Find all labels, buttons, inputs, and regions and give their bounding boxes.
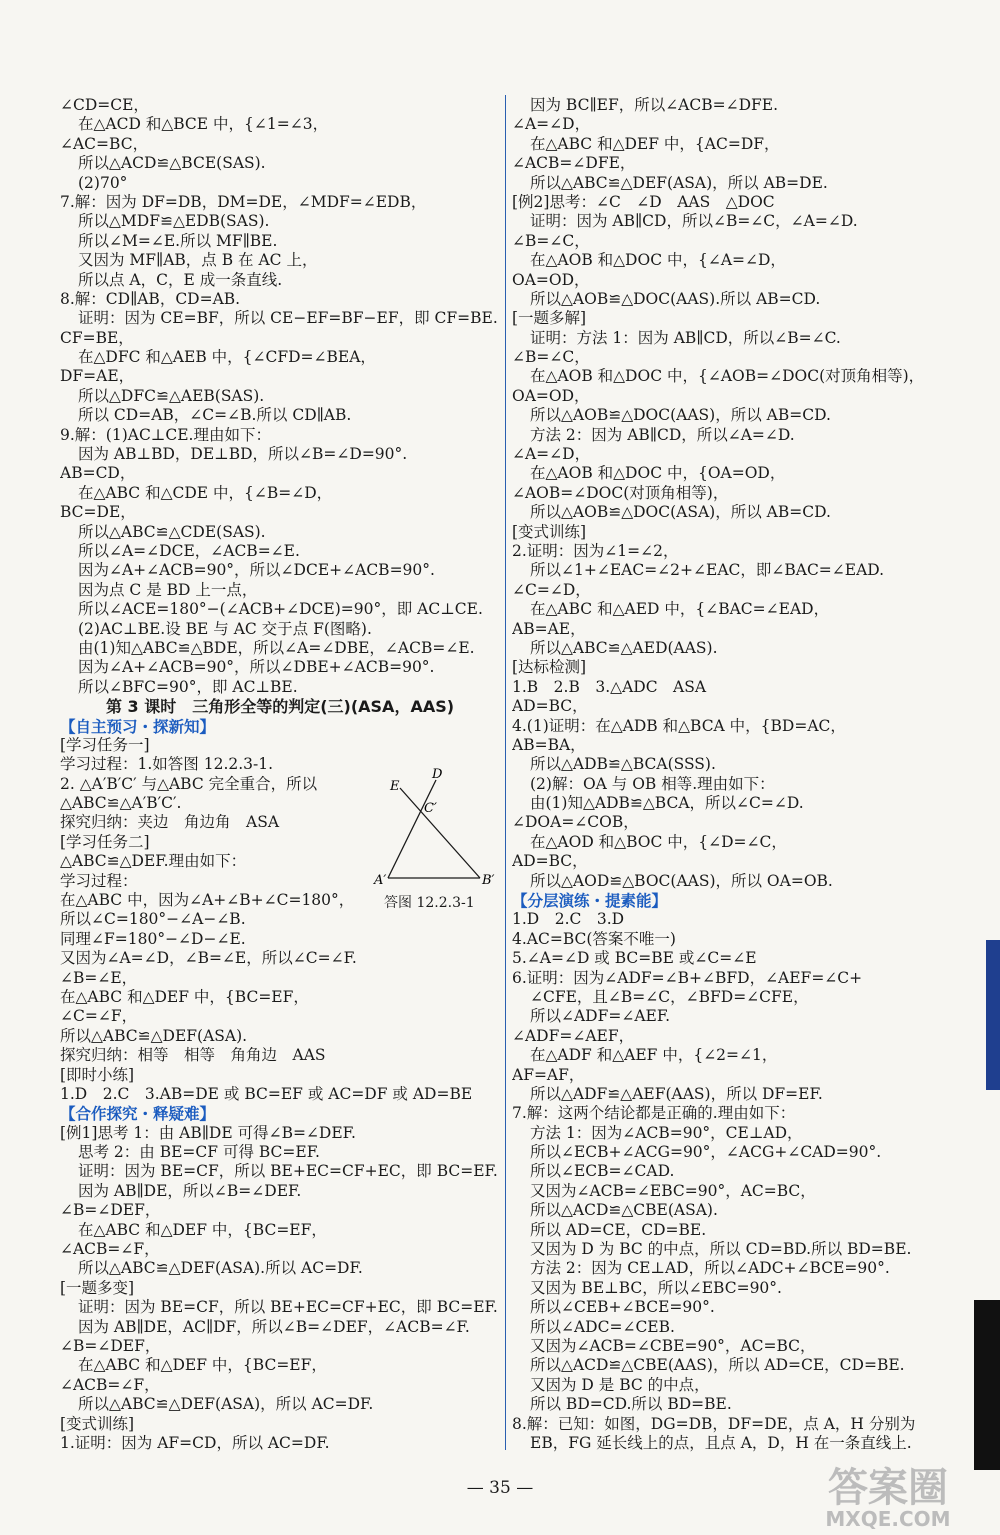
left-line: 又因为 MF∥AB，点 B 在 AC 上， [78, 251, 318, 270]
left-line: 在△ABC 和△DEF 中，{BC=EF， [78, 1220, 327, 1239]
figure-label-a: A′ [374, 873, 387, 888]
left-line: 所以 CD=AB，∠C=∠B.所以 CD∥AB. [78, 406, 352, 425]
right-line: 在△ADF 和△AEF 中，{∠2=∠1， [530, 1046, 778, 1065]
left-line: 因为点 C 是 BD 上一点， [78, 580, 258, 599]
right-line: 方法 2：因为 CE⊥AD，所以∠ADC+∠BCE=90°. [530, 1259, 890, 1278]
figure-label-b: B′ [482, 873, 495, 888]
right-line: 方法 1：因为∠ACB=90°，CE⊥AD， [530, 1123, 803, 1142]
figure-line-eb [400, 788, 480, 878]
right-line: 8.解：已知：如图，DG=DB，DF=DE，点 A，H 分别为 [512, 1414, 916, 1433]
right-line: 4.AC=BC(答案不唯一) [512, 929, 676, 948]
right-line: ∠AOB=∠DOC(对顶角相等)， [512, 483, 729, 502]
page-number: — 35 — [466, 1478, 534, 1498]
right-line: ∠B=∠C， [512, 348, 590, 367]
left-line: 因为∠A+∠ACB=90°，所以∠DBE+∠ACB=90°. [78, 658, 435, 677]
right-line: AB=AE， [512, 619, 586, 638]
figure-label-e: E [390, 779, 400, 794]
right-line: 5.∠A=∠D 或 BC=BE 或∠C=∠E [512, 949, 757, 968]
right-line: ∠C=∠D， [512, 580, 591, 599]
left-line: 2. △A′B′C′ 与△ABC 完全重合，所以 [60, 774, 318, 793]
left-line: 因为 AB∥DE，所以∠B=∠DEF. [78, 1181, 302, 1200]
left-line: 9.解：(1)AC⊥CE.理由如下： [60, 425, 271, 444]
right-line: 在△AOB 和△DOC 中，{OA=OD， [530, 464, 786, 483]
left-line: 所以△MDF≌△EDB(SAS). [78, 212, 270, 231]
right-line: [变式训练] [512, 522, 587, 541]
figure-label-d: D [432, 767, 443, 782]
left-line: ∠AC=BC， [60, 134, 149, 153]
right-line: 因为 BC∥EF，所以∠ACB=∠DFE. [530, 96, 779, 114]
left-line: 所以∠M=∠E.所以 MF∥BE. [78, 231, 278, 250]
left-line: ∠CD=CE， [60, 96, 149, 114]
right-line: 在△ABC 和△AED 中，{∠BAC=∠EAD， [530, 600, 830, 619]
left-line: 由(1)知△ABC≌△BDE，所以∠A=∠DBE，∠ACB=∠E. [78, 638, 475, 657]
left-line: ∠C=∠F， [60, 1007, 138, 1026]
left-line: 1.D 2.C 3.AB=DE 或 BC=EF 或 AC=DF 或 AD=BE [60, 1084, 473, 1103]
right-line: 所以∠ECB+∠ACG=90°，∠ACG+∠CAD=90°. [530, 1143, 882, 1162]
watermark-logo [788, 1465, 988, 1531]
left-line: ∠B=∠DEF， [60, 1201, 161, 1220]
left-line: ∠ACB=∠F， [60, 1240, 160, 1259]
right-line: 在△AOB 和△DOC 中，{∠A=∠D， [530, 251, 786, 270]
right-line: 所以△AOB≌△DOC(AAS).所以 AB=CD. [530, 289, 821, 308]
right-line: 所以∠CEB+∠BCE=90°. [530, 1298, 715, 1317]
right-line: ∠ACB=∠DFE， [512, 154, 636, 173]
left-line: ∠B=∠DEF， [60, 1337, 161, 1355]
right-line: 方法 2：因为 AB∥CD，所以∠A=∠D. [530, 425, 795, 444]
right-line: [一题多解] [512, 309, 587, 328]
right-line: AB=BA， [512, 735, 586, 754]
right-line: EB，FG 延长线上的点，且点 A，D，H 在一条直线上. [530, 1433, 912, 1452]
right-line: (2)解：OA 与 OB 相等.理由如下： [530, 774, 775, 793]
right-line: 又因为 D 为 BC 的中点，所以 CD=BD.所以 BD=BE. [530, 1240, 912, 1259]
left-line: [一题多变] [60, 1278, 135, 1297]
left-line: 所以∠BFC=90°，即 AC⊥BE. [78, 677, 298, 696]
right-line: 所以△AOD≌△BOC(AAS)，所以 OA=OB. [530, 871, 833, 890]
figure-caption: 答图 12.2.3-1 [384, 895, 475, 911]
left-line: 学习过程： [60, 871, 138, 890]
left-line: △ABC≌△A′B′C′. [60, 794, 182, 813]
left-line: DF=AE， [60, 367, 135, 386]
left-line: 所以△ABC≌△DEF(ASA)，所以 AC=DF. [78, 1395, 374, 1414]
right-line: 所以△ADF≌△AEF(AAS)，所以 DF=EF. [530, 1084, 823, 1103]
right-line: 7.解：这两个结论都是正确的.理由如下： [512, 1104, 796, 1123]
right-line: AD=BC， [512, 852, 588, 871]
right-line: 所以△ABC≌△AED(AAS). [530, 638, 718, 657]
left-line: [学习任务一] [60, 735, 150, 754]
left-line: 学习过程：1.如答图 12.2.3-1. [60, 755, 274, 774]
right-line: 所以∠1+∠EAC=∠2+∠EAC，即∠BAC=∠EAD. [530, 561, 885, 580]
left-line: 又因为∠A=∠D，∠B=∠E，所以∠C=∠F. [60, 949, 357, 968]
right-line: AF=AF， [512, 1065, 585, 1084]
watermark-main-text: 答案圈 [828, 1465, 948, 1511]
left-line: 【自主预习・探新知】 [60, 716, 216, 736]
right-line: ∠A=∠D， [512, 115, 591, 134]
left-line: 7.解：因为 DF=DB，DM=DE，∠MDF=∠EDB， [60, 192, 427, 211]
right-column [512, 96, 952, 1453]
right-line: 所以△ABC≌△DEF(ASA)，所以 AB=DE. [530, 173, 828, 192]
left-line: 思考 2：由 BE=CF 可得 BC=EF. [78, 1143, 320, 1162]
right-line: 证明：方法 1：因为 AB∥CD，所以∠B=∠C. [530, 328, 841, 347]
right-line: 所以 AD=CE，CD=BE. [530, 1220, 707, 1239]
right-line: [达标检测] [512, 658, 587, 677]
right-line: 在△AOD 和△BOC 中，{∠D=∠C， [530, 832, 787, 851]
left-line: [变式训练] [60, 1414, 135, 1433]
right-line: ∠A=∠D， [512, 445, 591, 464]
right-line: 所以△ACD≌△CBE(ASA). [530, 1201, 718, 1220]
left-line: 所以∠ACE=180°−(∠ACB+∠DCE)=90°，即 AC⊥CE. [78, 600, 483, 619]
right-line: 证明：因为 AB∥CD，所以∠B=∠C，∠A=∠D. [530, 212, 858, 231]
left-line: 所以△DFC≌△AEB(SAS). [78, 386, 265, 405]
right-line: 所以∠ECB=∠CAD. [530, 1162, 675, 1181]
left-line: 所以△ABC≌△CDE(SAS). [78, 522, 266, 541]
right-line: 所以∠ADF=∠AEF. [530, 1007, 671, 1026]
right-line: AD=BC， [512, 697, 588, 716]
watermark-sub-text: MXQE.COM [825, 1507, 951, 1531]
right-line: 在△ABC 和△DEF 中，{AC=DF， [530, 134, 780, 153]
right-line: ∠B=∠C， [512, 231, 590, 250]
right-line: [例2]思考：∠C ∠D AAS △DOC [512, 192, 775, 211]
left-line: 8.解：CD∥AB，CD=AB. [60, 289, 241, 308]
right-line: ∠CFE，且∠B=∠C，∠BFD=∠CFE， [530, 987, 809, 1006]
right-line: 由(1)知△ADB≌△BCA，所以∠C=∠D. [530, 794, 804, 813]
right-line: 1.B 2.B 3.△ADC ASA [512, 677, 707, 696]
right-line: OA=OD， [512, 270, 590, 289]
right-line: 又因为 D 是 BC 的中点， [530, 1375, 710, 1394]
left-line: BC=DE， [60, 503, 136, 522]
left-line: 所以△ACD≌△BCE(SAS). [78, 154, 266, 173]
left-line: 所以△ABC≌△DEF(ASA).所以 AC=DF. [78, 1259, 363, 1278]
left-line: 因为 AB⊥BD，DE⊥BD，所以∠B=∠D=90°. [78, 445, 408, 464]
right-line: 【分层演练・提素能】 [512, 891, 668, 911]
column-divider [505, 95, 506, 1450]
right-line: 所以△ACD≌△CBE(AAS)，所以 AD=CE，CD=BE. [530, 1356, 905, 1375]
left-line: 因为∠A+∠ACB=90°，所以∠DCE+∠ACB=90°. [78, 561, 435, 580]
left-line: 【合作探究・释疑难】 [60, 1104, 216, 1124]
left-line: 1.证明：因为 AF=CD，所以 AC=DF. [60, 1433, 330, 1452]
edge-tab-blue [986, 940, 1000, 1090]
left-line: 第 3 课时 三角形全等的判定(三)(ASA，AAS) [105, 697, 455, 717]
left-line: 在△ABC 和△DEF 中，{BC=EF， [60, 987, 309, 1006]
right-line: ∠ADF=∠AEF， [512, 1026, 635, 1045]
edge-tab-dark [974, 1300, 1000, 1470]
right-line: 所以△ADB≌△BCA(SSS). [530, 755, 716, 774]
right-line: ∠DOA=∠COB， [512, 813, 639, 832]
right-line: 所以 BD=CD.所以 BD=BE. [530, 1395, 732, 1414]
right-line: 在△AOB 和△DOC 中，{∠AOB=∠DOC(对顶角相等)， [530, 367, 925, 386]
right-line: 所以∠ADC=∠CEB. [530, 1317, 675, 1336]
left-line: ∠B=∠E， [60, 968, 138, 987]
left-line: 同理∠F=180°−∠D−∠E. [60, 929, 246, 948]
right-line: 又因为 BE⊥BC，所以∠EBC=90°. [530, 1278, 782, 1297]
right-line: OA=OD， [512, 386, 590, 405]
left-line: 探究归纳：夹边 角边角 ASA [60, 813, 280, 832]
left-line: AB=CD， [60, 464, 136, 483]
left-line: 证明：因为 CE=BF，所以 CE−EF=BF−EF，即 CF=BE. [78, 309, 498, 328]
left-line: 在△ACD 和△BCE 中，{∠1=∠3， [78, 115, 329, 134]
left-line: [即时小练] [60, 1065, 135, 1084]
left-line: ∠ACB=∠F， [60, 1375, 160, 1394]
right-line: 所以△AOB≌△DOC(ASA)，所以 AB=CD. [530, 503, 831, 522]
right-line: 又因为∠ACB=∠CBE=90°，AC=BC， [530, 1337, 816, 1355]
figure-label-c: C′ [424, 801, 437, 816]
left-line: 所以∠C=180°−∠A−∠B. [60, 910, 246, 929]
left-line: 所以△ABC≌△DEF(ASA). [60, 1026, 248, 1045]
left-line: 证明：因为 BE=CF，所以 BE+EC=CF+EC，即 BC=EF. [78, 1298, 498, 1317]
right-line: 所以△AOB≌△DOC(AAS)，所以 AB=CD. [530, 406, 831, 425]
left-line: 在△ABC 和△CDE 中，{∠B=∠D， [78, 483, 333, 502]
right-line: 6.证明：因为∠ADF=∠B+∠BFD，∠AEF=∠C+ [512, 968, 863, 987]
right-line: 2.证明：因为∠1=∠2， [512, 541, 679, 560]
left-line: 证明：因为 BE=CF，所以 BE+EC=CF+EC，即 BC=EF. [78, 1162, 498, 1181]
left-line: (2)AC⊥BE.设 BE 与 AC 交于点 F(图略). [78, 619, 372, 638]
right-line: 1.D 2.C 3.D [512, 910, 625, 929]
left-line: 所以∠A=∠DCE，∠ACB=∠E. [78, 541, 300, 560]
right-line: 又因为∠ACB=∠EBC=90°，AC=BC， [530, 1181, 816, 1200]
left-line: CF=BE， [60, 328, 134, 347]
left-line: 在△DFC 和△AEB 中，{∠CFD=∠BEA， [78, 348, 376, 367]
left-line: (2)70° [78, 173, 128, 192]
left-line: 所以点 A，C，E 成一条直线. [78, 270, 283, 289]
right-line: 4.(1)证明：在△ADB 和△BCA 中，{BD=AC， [512, 716, 846, 735]
left-line: 在△ABC 和△DEF 中，{BC=EF， [78, 1356, 327, 1375]
left-line: 探究归纳：相等 相等 角角边 AAS [60, 1046, 326, 1065]
left-line: 在△ABC 中，因为∠A+∠B+∠C=180°， [60, 891, 355, 910]
left-line: [学习任务二] [60, 832, 150, 851]
figure-line-ad [388, 780, 436, 878]
left-line: △ABC≌△DEF.理由如下： [60, 852, 247, 871]
left-line: 因为 AB∥DE，AC∥DF，所以∠B=∠DEF，∠ACB=∠F. [78, 1317, 470, 1336]
left-line: [例1]思考 1：由 AB∥DE 可得∠B=∠DEF. [60, 1123, 356, 1142]
